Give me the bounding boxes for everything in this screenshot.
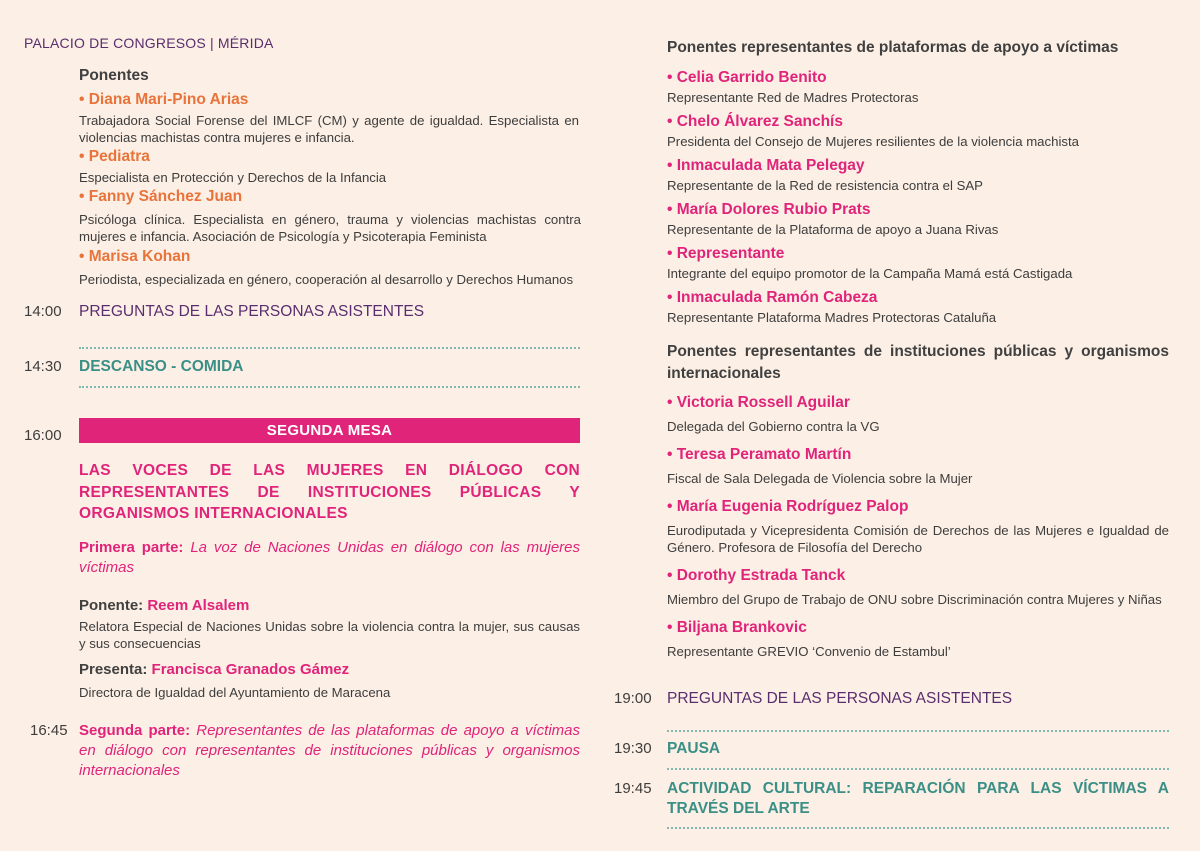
divider — [79, 347, 580, 349]
speaker-item — [667, 393, 1169, 435]
ponente-block — [79, 596, 580, 652]
schedule-text: DESCANSO - COMIDA — [79, 358, 244, 375]
speaker-item — [667, 288, 1169, 326]
schedule-text: PREGUNTAS DE LAS PERSONAS ASISTENTES — [667, 690, 1013, 707]
schedule-1645 — [24, 721, 584, 781]
speaker-item — [667, 68, 1169, 106]
schedule-text: ACTIVIDAD CULTURAL: REPARACIÓN PARA LAS VÍCTIMAS A TRAVÉS DEL ARTE — [667, 780, 1169, 817]
ponente-desc: Relatora Especial de Naciones Unidas sobre la violencia contra la mujer, sus causas y sus consecuencias — [79, 618, 580, 651]
presenta-desc: Directora de Igualdad del Ayuntamiento de Maracena — [79, 684, 391, 700]
schedule-1430 — [24, 357, 584, 377]
time-label: 19:30 — [614, 740, 652, 757]
segunda-label: Segunda parte: — [79, 721, 191, 739]
time-label: 14:30 — [24, 358, 62, 375]
speaker-name: • María Eugenia Rodríguez Palop — [667, 498, 909, 515]
speaker-item — [667, 156, 1169, 194]
speaker-desc: Presidenta del Consejo de Mujeres resilientes de la violencia machista — [667, 134, 1079, 149]
speaker-desc: Representante Red de Madres Protectoras — [667, 90, 919, 105]
speaker-name: • Victoria Rossell Aguilar — [667, 394, 850, 411]
schedule-1900 — [614, 689, 1174, 709]
right-column — [614, 38, 1174, 829]
venue-header: PALACIO DE CONGRESOS | MÉRIDA — [24, 35, 274, 51]
speaker-desc: Representante GREVIO ‘Convenio de Estambul’ — [667, 644, 951, 659]
presenta-block — [79, 660, 580, 701]
speaker-name: • María Dolores Rubio Prats — [667, 201, 871, 218]
divider — [667, 730, 1169, 732]
speaker-desc: Fiscal de Sala Delegada de Violencia sobre la Mujer — [667, 471, 973, 486]
speaker-desc: Integrante del equipo promotor de la Campaña Mamá está Castigada — [667, 266, 1073, 281]
speaker-item — [667, 112, 1169, 150]
speaker-desc: Periodista, especializada en género, cooperación al desarrollo y Derechos Humanos — [79, 272, 574, 287]
speaker-name: • Teresa Peramato Martín — [667, 446, 852, 463]
speaker-item — [667, 200, 1169, 238]
primera-parte — [79, 538, 580, 578]
ponentes-block — [79, 66, 584, 288]
schedule-1945 — [614, 779, 1174, 819]
segunda-mesa-bar: SEGUNDA MESA — [79, 418, 580, 443]
time-label: 16:00 — [24, 427, 62, 444]
speaker-name: • Dorothy Estrada Tanck — [667, 567, 846, 584]
speaker-name: • Diana Mari-Pino Arias — [79, 91, 249, 108]
time-label: 14:00 — [24, 303, 62, 320]
speaker-name: • Celia Garrido Benito — [667, 69, 827, 86]
speaker-desc: Delegada del Gobierno contra la VG — [667, 419, 880, 434]
segunda-text: Representantes de las plataformas de apoyo a víctimas en diálogo con representantes de instituciones públicas y organismos internacionales — [79, 721, 580, 779]
primera-text: La voz de Naciones Unidas en diálogo con las mujeres víctimas — [79, 538, 580, 576]
speaker-item — [667, 497, 1169, 556]
time-label: 19:45 — [614, 780, 652, 797]
speaker-name: • Inmaculada Ramón Cabeza — [667, 289, 878, 306]
schedule-1400 — [24, 302, 584, 322]
speaker-name: • Fanny Sánchez Juan — [79, 188, 243, 205]
speaker-item — [79, 147, 584, 186]
schedule-text: PAUSA — [667, 740, 721, 757]
divider — [667, 827, 1169, 829]
speaker-item — [79, 90, 584, 146]
divider — [79, 386, 580, 388]
speaker-name: • Representante — [667, 245, 785, 262]
schedule-text: PREGUNTAS DE LAS PERSONAS ASISTENTES — [79, 303, 425, 320]
presenta-name: Francisca Granados Gámez — [151, 660, 350, 678]
speaker-desc: Representante Plataforma Madres Protectoras Cataluña — [667, 310, 997, 325]
plataformas-heading: Ponentes representantes de plataformas de apoyo a víctimas — [667, 39, 1119, 56]
speaker-item — [79, 187, 584, 245]
ponente-label: Ponente: — [79, 596, 144, 614]
speaker-desc: Trabajadora Social Forense del IMLCF (CM) y agente de igualdad. Especialista en violencias machistas contra mujeres e infancia. — [79, 113, 579, 145]
speaker-item — [79, 247, 584, 288]
speaker-name: • Chelo Álvarez Sanchís — [667, 113, 843, 130]
speaker-item — [667, 566, 1169, 608]
time-label: 19:00 — [614, 690, 652, 707]
speaker-desc: Especialista en Protección y Derechos de la Infancia — [79, 170, 387, 185]
left-column — [24, 66, 584, 781]
speaker-desc: Eurodiputada y Vicepresidenta Comisión de Derechos de las Mujeres e Igualdad de Género. Profesora de Filosofía del Derecho — [667, 523, 1169, 555]
instituciones-heading: Ponentes representantes de instituciones públicas y organismos internacionales — [667, 343, 1169, 382]
mesa-block — [79, 460, 580, 701]
speaker-desc: Miembro del Grupo de Trabajo de ONU sobre Discriminación contra Mujeres y Niñas — [667, 592, 1162, 607]
ponentes-heading: Ponentes — [79, 67, 149, 84]
schedule-1930 — [614, 739, 1174, 759]
speaker-item — [667, 618, 1169, 660]
ponente-name: Reem Alsalem — [147, 596, 250, 614]
speaker-item — [667, 244, 1169, 282]
speaker-name: • Inmaculada Mata Pelegay — [667, 157, 865, 174]
speaker-desc: Psicóloga clínica. Especialista en género, trauma y violencias machistas contra mujeres e infancia. Asociación de Psicología y Psicoterapia Feminista — [79, 212, 581, 244]
mesa-title: LAS VOCES DE LAS MUJERES EN DIÁLOGO CON REPRESENTANTES DE INSTITUCIONES PÚBLICAS Y ORGANISMOS INTERNACIONALES — [79, 462, 580, 522]
speaker-desc: Representante de la Red de resistencia contra el SAP — [667, 178, 983, 193]
speaker-name: • Pediatra — [79, 148, 150, 165]
time-label: 16:45 — [30, 721, 68, 739]
schedule-1600 — [24, 418, 584, 446]
speaker-desc: Representante de la Plataforma de apoyo a Juana Rivas — [667, 222, 999, 237]
presenta-label: Presenta: — [79, 660, 148, 678]
divider — [667, 768, 1169, 770]
speaker-item — [667, 445, 1169, 487]
primera-label: Primera parte: — [79, 538, 184, 556]
speaker-name: • Biljana Brankovic — [667, 619, 807, 636]
plataformas-block — [667, 38, 1169, 660]
speaker-name: • Marisa Kohan — [79, 248, 191, 265]
